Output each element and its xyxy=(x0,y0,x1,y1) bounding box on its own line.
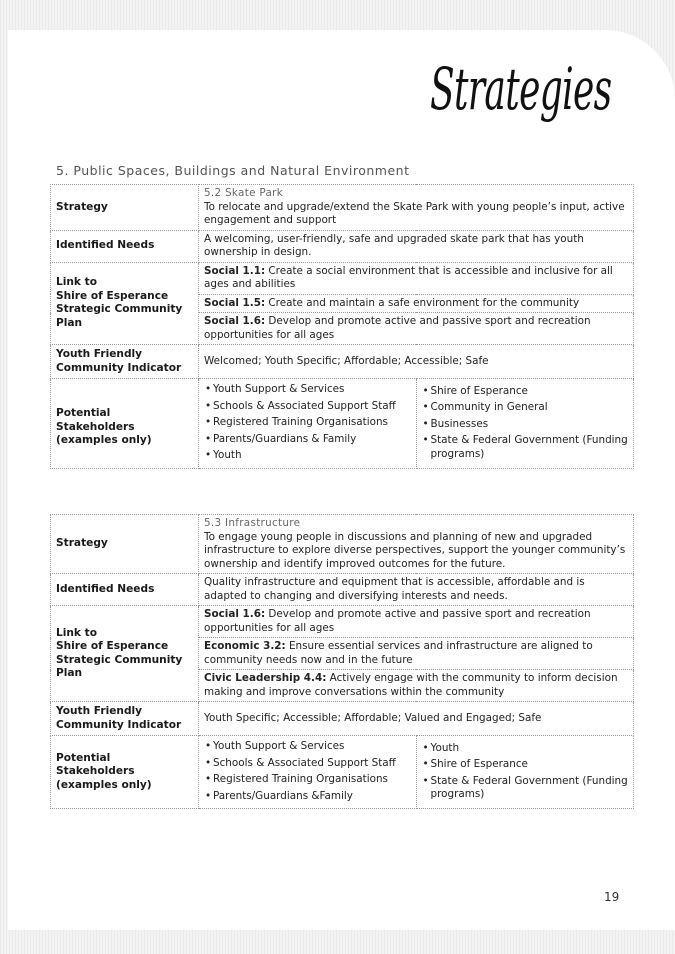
link-text: Ensure essential services and infrastructure are aligned to community needs now and in the future xyxy=(204,640,593,666)
section-heading: 5. Public Spaces, Buildings and Natural Environment xyxy=(56,163,410,178)
link-item xyxy=(199,670,634,702)
link-label: Link to Shire of Esperance Strategic Community Plan xyxy=(51,262,199,345)
link-code: Civic Leadership 4.4: xyxy=(204,672,327,684)
stakeholder-item: • Schools & Associated Support Staff xyxy=(204,757,411,771)
link-item xyxy=(199,638,634,670)
link-text: Create a social environment that is accessible and inclusive for all ages and abilities xyxy=(204,264,613,290)
strategy-subtitle: 5.2 Skate Park xyxy=(204,187,284,199)
strategy-subtitle: 5.3 Infrastructure xyxy=(204,517,301,529)
stakeholder-item: • Shire of Esperance xyxy=(422,385,629,399)
identified-needs-label: Identified Needs xyxy=(51,230,199,262)
link-text: Develop and promote active and passive sport and recreation opportunities for all ages xyxy=(204,608,591,634)
link-item xyxy=(199,606,634,638)
strategy-row xyxy=(51,185,634,231)
link-code: Social 1.6: xyxy=(204,315,266,327)
link-text: Create and maintain a safe environment for the community xyxy=(265,296,580,309)
stakeholders-label: Potential Stakeholders (examples only) xyxy=(51,379,199,469)
stakeholder-item: • Parents/Guardians & Family xyxy=(204,433,411,447)
identified-needs-row xyxy=(51,574,634,606)
identified-needs-text: A welcoming, user-friendly, safe and upgraded skate park that has youth ownership in design. xyxy=(199,230,634,262)
indicator-label: Youth Friendly Community Indicator xyxy=(51,345,199,379)
link-item xyxy=(199,313,634,345)
link-code: Social 1.6: xyxy=(204,608,266,620)
stakeholders-left xyxy=(199,736,417,809)
strategy-label: Strategy xyxy=(51,515,199,574)
stakeholder-item: • Businesses xyxy=(422,418,629,432)
stakeholders-row xyxy=(51,379,634,469)
identified-needs-label: Identified Needs xyxy=(51,574,199,606)
link-item xyxy=(199,262,634,294)
stakeholder-item: • State & Federal Government (Funding programs) xyxy=(422,775,629,802)
stakeholder-item: • Youth Support & Services xyxy=(204,740,411,754)
stakeholder-item: • Community in General xyxy=(422,401,629,415)
stakeholder-item: • Schools & Associated Support Staff xyxy=(204,400,411,414)
stakeholder-item: • Parents/Guardians &Family xyxy=(204,790,411,804)
page-number: 19 xyxy=(604,890,620,904)
identified-needs-row xyxy=(51,230,634,262)
link-text: Develop and promote active and passive sport and recreation opportunities for all ages xyxy=(204,315,591,341)
strategy-text: To relocate and upgrade/extend the Skate Park with young people’s input, active engagement and support xyxy=(204,200,625,226)
strategy-table-infrastructure xyxy=(50,514,634,809)
link-row xyxy=(51,262,634,294)
stakeholders-row xyxy=(51,736,634,809)
strategy-table-skate-park xyxy=(50,184,634,469)
indicator-label: Youth Friendly Community Indicator xyxy=(51,702,199,736)
link-code: Social 1.5: xyxy=(204,296,266,309)
link-row xyxy=(51,606,634,638)
strategy-label: Strategy xyxy=(51,185,199,231)
strategy-cell xyxy=(199,185,634,231)
stakeholder-item: • State & Federal Government (Funding programs) xyxy=(422,434,629,461)
stakeholder-item: • Shire of Esperance xyxy=(422,758,629,772)
identified-needs-text: Quality infrastructure and equipment that is accessible, affordable and is adapted to changing and diversifying interests and needs. xyxy=(199,574,634,606)
stakeholder-item: • Youth xyxy=(204,449,411,463)
indicator-row xyxy=(51,702,634,736)
indicator-row xyxy=(51,345,634,379)
stakeholders-right xyxy=(416,736,634,809)
strategy-row xyxy=(51,515,634,574)
page-title: Strategies xyxy=(430,55,612,123)
link-code: Social 1.1: xyxy=(204,264,266,277)
indicator-text: Youth Specific; Accessible; Affordable; Valued and Engaged; Safe xyxy=(199,702,634,736)
strategy-text: To engage young people in discussions and planning of new and upgraded infrastructure to explore diverse perspectives, support the younger community’s ownership and identify improved outcomes for the future. xyxy=(204,530,626,570)
link-item xyxy=(199,294,634,313)
indicator-text: Welcomed; Youth Specific; Affordable; Accessible; Safe xyxy=(199,345,634,379)
stakeholders-label: Potential Stakeholders (examples only) xyxy=(51,736,199,809)
link-code: Economic 3.2: xyxy=(204,640,286,652)
link-text: Actively engage with the community to inform decision making and improve conversations within the community xyxy=(204,672,618,698)
stakeholders-left xyxy=(199,379,417,469)
link-label: Link to Shire of Esperance Strategic Community Plan xyxy=(51,606,199,702)
stakeholders-right xyxy=(416,379,634,469)
stakeholder-item: • Youth Support & Services xyxy=(204,383,411,397)
stakeholder-item: • Youth xyxy=(422,742,629,756)
stakeholder-item: • Registered Training Organisations xyxy=(204,773,411,787)
strategy-cell xyxy=(199,515,634,574)
stakeholder-item: • Registered Training Organisations xyxy=(204,416,411,430)
